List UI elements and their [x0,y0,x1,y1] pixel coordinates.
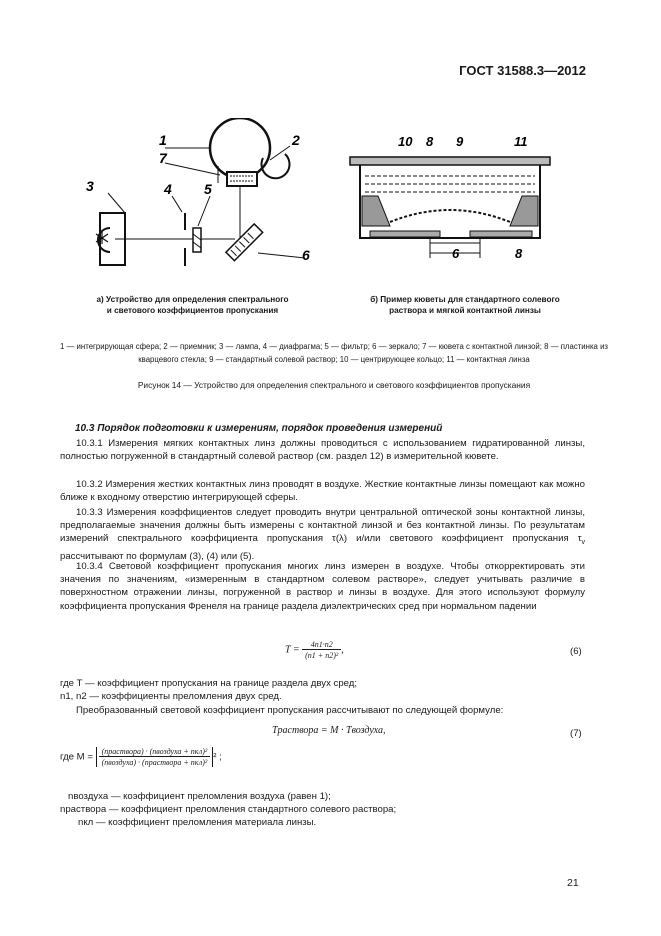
label-9: 9 [456,134,464,149]
figure-14-drawing [60,118,605,318]
eq6-fraction [302,640,341,660]
eqM-denominator: (nвоздуха) · (nраствора + nкл)² [101,758,208,767]
label-1: 1 [159,132,167,148]
integrating-sphere [210,118,270,178]
eqM-prefix: где M = [60,751,93,763]
equation-M [60,747,222,767]
eqM-fraction [99,747,211,767]
eqM-numerator: (nраствора) · (nвоздуха + nкл)² [99,747,211,757]
def-n-lens: nкл — коэффициент преломления материала линзы. [78,817,317,828]
standard-header: ГОСТ 31588.3—2012 [459,63,586,78]
paragraph-10-3-4: 10.3.4 Световой коэффициент пропускания многих линз измерен в воздухе. Чтобы откорректировать эти значения по значениям, «измеренным в стандартном солевом растворе», следует учитывать различие в поверхностном отражении линзы, погруженной в раствор и линзы в воздухе. Для этого используют формулу коэффициента пропускания Френеля на границе раздела диэлектрических сред при нормальном падении [60,561,585,612]
eq7-number: (7) [570,728,582,739]
eq6-tail: , [341,644,344,656]
label-2: 2 [292,132,300,148]
paragraph-10-3-1: 10.3.1 Измерения мягких контактных линз должны проводиться с использованием гидратированной линзы, полностью погруженной в стандартный солевой раствор (см. раздел 12) в измерительной кювете. [60,438,585,463]
cuvette-box [227,172,257,186]
label-5: 5 [204,181,212,197]
eq6-denominator: (n1 + n2)² [305,651,339,660]
caption-b-line1: б) Пример кюветы для стандартного солевого [370,295,560,304]
figure-title: Рисунок 14 — Устройство для определения спектрального и светового коэффициентов пропускания [137,380,531,390]
p3-tail: рассчитывают по формулам (3), (4) или (5). [60,550,255,562]
eqM-bracket [96,747,214,767]
figure-legend: 1 — интегрирующая сфера; 2 — приемник; 3 — лампа, 4 — диафрагма; 5 — фильтр; 6 — зеркало; 7 — кювета с контактной линзой; 8 — пластинка из кварцевого стекла; 9 — стандартный солевой раствор; 10 — центрирующее кольцо; 11 — контактная линза [60,342,608,364]
equation-7: Tраствора = M · Tвоздуха, [272,725,386,736]
caption-a-line1: а) Устройство для определения спектрального [96,295,289,304]
eqM-tail: ² ; [213,751,222,763]
section-heading: 10.3 Порядок подготовки к измерениям, порядок проведения измерений [75,423,443,434]
label-8-bottom: 8 [515,246,523,261]
where-n: n1, n2 — коэффициенты преломления двух сред. [60,691,282,702]
label-4: 4 [164,181,172,197]
page-number: 21 [567,877,579,889]
label-11: 11 [514,134,528,149]
label-6: 6 [302,247,310,263]
label-10: 10 [398,134,413,149]
def-n-air: nвоздуха — коэффициент преломления воздуха (равен 1); [68,791,331,802]
caption-a-line2: и светового коэффициентов пропускания [106,306,279,315]
paragraph-10-3-3 [60,506,585,563]
caption-a [70,294,315,316]
p3-subscript: v [581,539,585,547]
caption-b-line2: раствора и мягкой контактной линзы [389,306,541,315]
p3-text: 10.3.3 Измерения коэффициентов следует проводить внутри центральной оптической зоны контактной линзы, предполагаемые значения должны быть измерены с контактной линзой и без контактной линзы. По результатам измерений спектрального коэффициента пропускания τ(λ) и/или светового коэффициент пропускания τ [60,507,585,545]
eq6-number: (6) [570,646,582,657]
paragraph-converted: Преобразованный световой коэффициент пропускания рассчитывают по следующей формуле: [76,705,504,716]
label-6b: 6 [452,246,460,261]
eq6-lhs: T = [285,644,300,656]
label-7: 7 [159,150,167,166]
caption-b [345,294,585,316]
def-n-solution: nраствора — коэффициент преломления стандартного солевого раствора; [60,804,397,815]
where-T: где T — коэффициент пропускания на границе раздела двух сред; [60,678,358,689]
eq6-numerator: 4n1·n2 [302,640,341,650]
paragraph-10-3-2: 10.3.2 Измерения жестких контактных линз проводят в воздухе. Жесткие контактные линзы помещают как можно ближе к входному отверстию интегрирующей сферы. [60,479,585,504]
label-8-top: 8 [426,134,434,149]
label-3: 3 [86,178,94,194]
equation-6 [285,640,344,660]
